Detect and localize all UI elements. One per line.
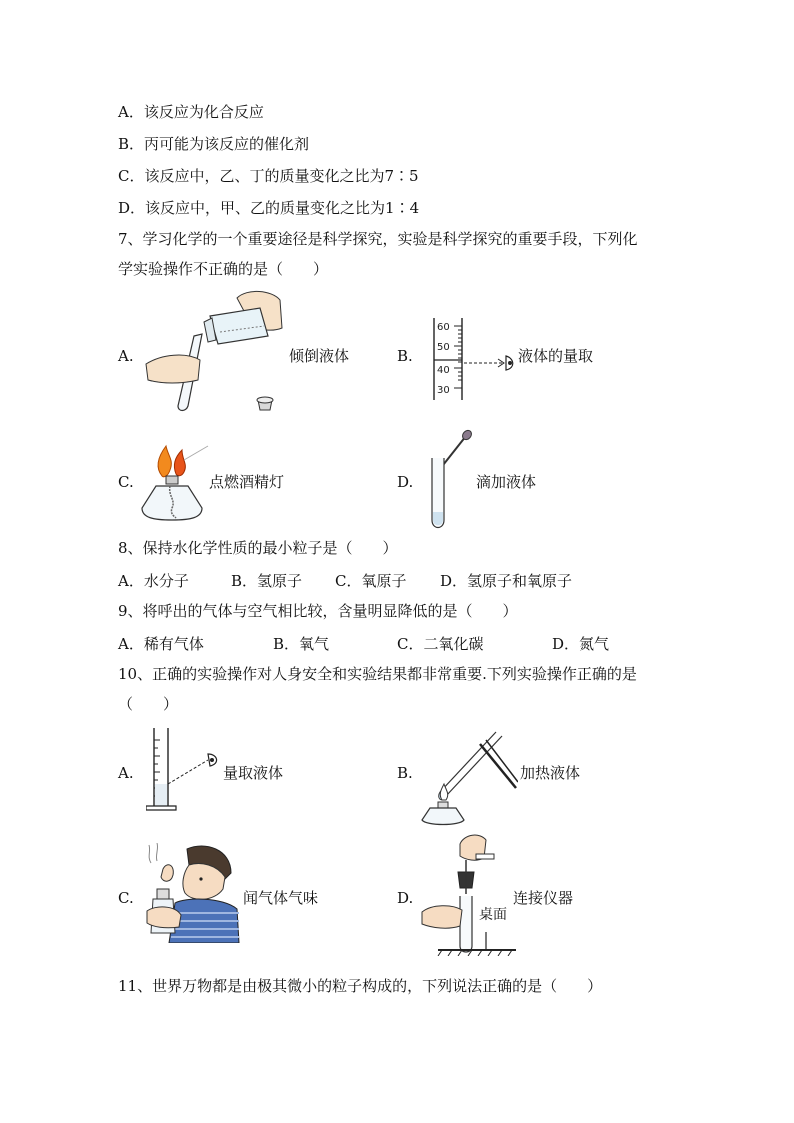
q8-option-c: C．氧原子 [335,572,407,590]
q7-option-a-letter: A. [118,347,134,365]
q10-option-d-caption: 连接仪器 [513,889,574,907]
q9-option-c: C．二氧化碳 [397,635,484,653]
q7-stem-line1: 7、学习化学的一个重要途径是科学探究，实验是科学探究的重要手段，下列化 [118,230,638,248]
cylinder-tick-30: 30 [437,385,450,396]
graduated-cylinder-reading-figure [428,316,518,402]
q9-option-d: D．氮气 [552,635,610,653]
q8-option-d: D．氢原子和氧原子 [440,572,573,590]
q11-stem: 11、世界万物都是由极其微小的粒子构成的，下列说法正确的是（ ） [118,977,603,995]
q10-stem-line2: （ ） [118,695,179,713]
q6-option-c: C．该反应中，乙、丁的质量变化之比为7∶5 [118,167,419,185]
desk-label: 桌面 [479,907,507,923]
q9-stem: 9、将呼出的气体与空气相比较，含量明显降低的是（ ） [118,602,518,620]
q9-option-b: B．氧气 [273,635,330,653]
cylinder-tick-40: 40 [437,365,450,376]
q10-option-a-letter: A. [118,764,134,782]
cylinder-tick-50: 50 [437,342,450,353]
q6-option-a: A．该反应为化合反应 [118,103,264,121]
q10-option-b-caption: 加热液体 [520,764,581,782]
q10-option-a-caption: 量取液体 [223,764,284,782]
q7-option-a-caption: 倾倒液体 [289,347,350,365]
q6-option-d: D．该反应中，甲、乙的质量变化之比为1∶4 [118,199,420,217]
q7-option-d-caption: 滴加液体 [476,473,537,491]
pouring-liquid-figure [142,288,287,418]
q10-option-b-letter: B. [397,764,413,782]
q7-stem-line2: 学实验操作不正确的是（ ） [118,260,329,278]
lighting-alcohol-lamp-figure [140,436,212,526]
q7-option-c-letter: C. [118,473,134,491]
q8-stem: 8、保持水化学性质的最小粒子是（ ） [118,539,398,557]
q10-option-c-caption: 闻气体气味 [243,889,319,907]
dropping-liquid-figure [426,428,476,532]
q10-option-c-letter: C. [118,889,134,907]
q9-option-a: A．稀有气体 [118,635,204,653]
heating-liquid-figure [420,722,518,826]
q7-option-b-caption: 液体的量取 [518,347,594,365]
q10-option-d-letter: D. [397,889,414,907]
q10-stem-line1: 10、正确的实验操作对人身安全和实验结果都非常重要.下列实验操作正确的是 [118,665,637,683]
q8-option-b: B．氢原子 [231,572,303,590]
measuring-liquid-figure [146,726,222,812]
q8-option-a: A．水分子 [118,572,189,590]
q7-option-c-caption: 点燃酒精灯 [209,473,285,491]
cylinder-tick-60: 60 [437,322,450,333]
q7-option-d-letter: D. [397,473,414,491]
q6-option-b: B．丙可能为该反应的催化剂 [118,135,310,153]
smelling-gas-figure [145,843,241,943]
q7-option-b-letter: B. [397,347,413,365]
